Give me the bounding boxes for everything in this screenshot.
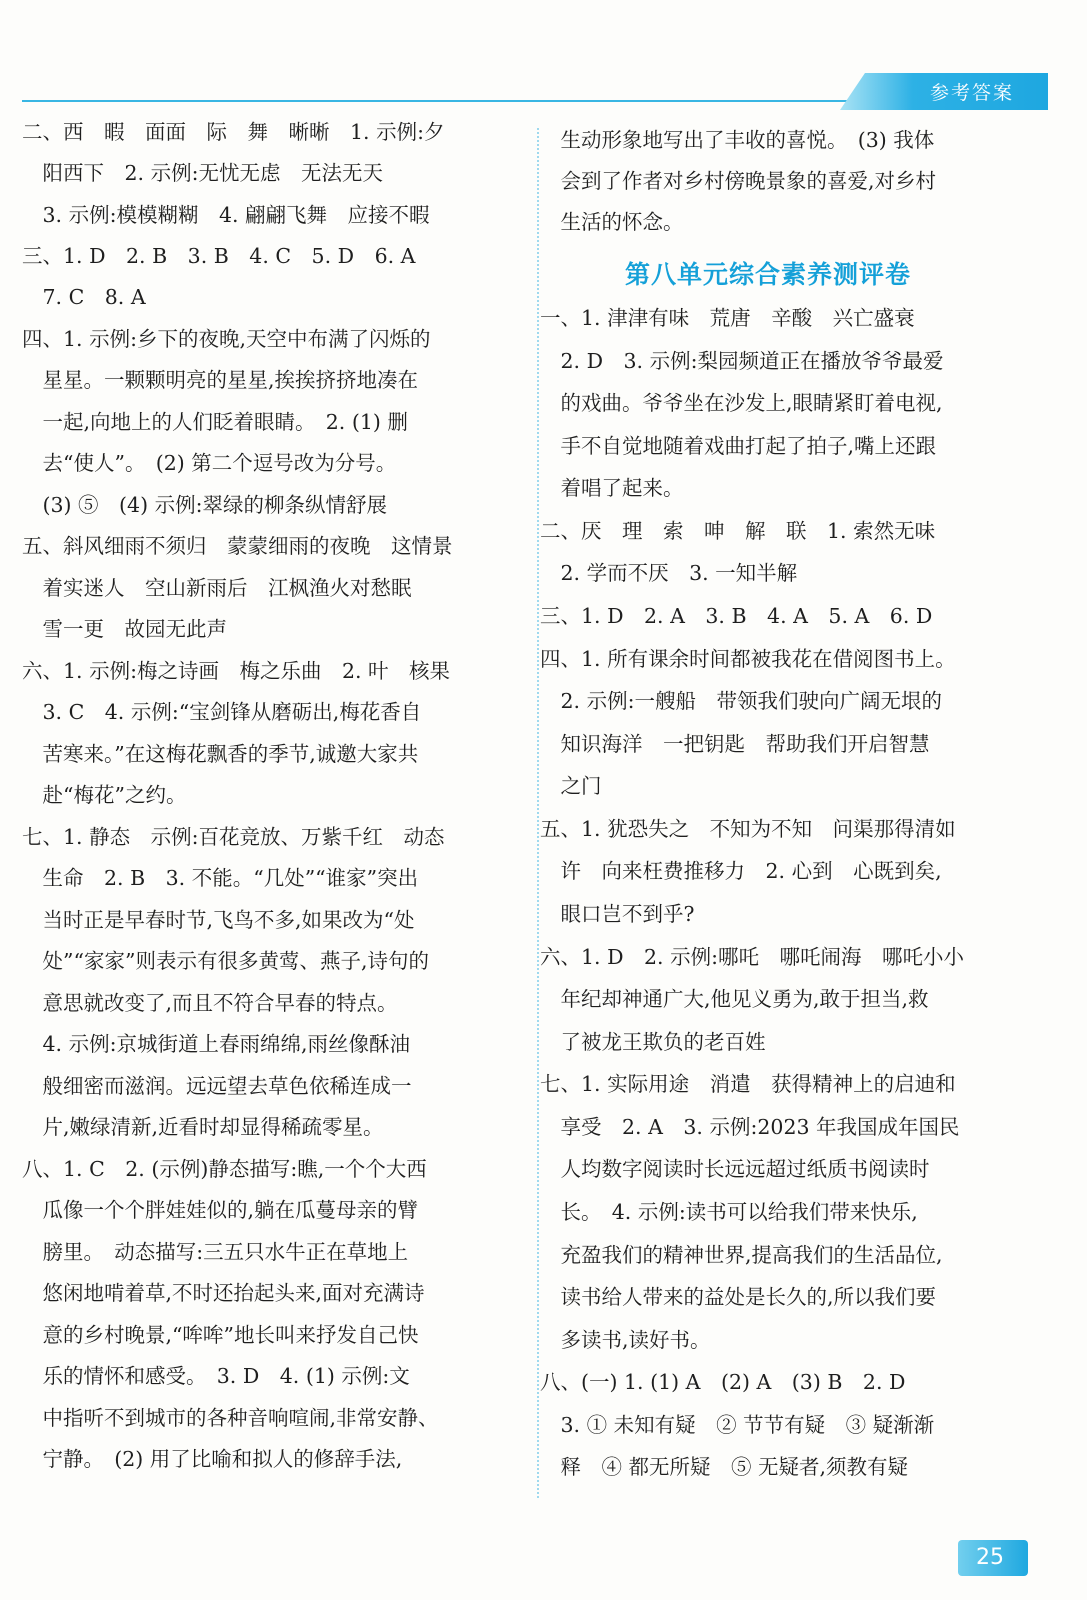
text-line: 六、1. 示例:梅之诗画 梅之乐曲 2. 叶 核果 bbox=[22, 659, 451, 683]
text-line: 苦寒来。”在这梅花飘香的季节,诚邀大家共 bbox=[22, 742, 419, 766]
text-line: 许 向来枉费推移力 2. 心到 心既到矣, bbox=[540, 859, 942, 883]
text-line: 七、1. 静态 示例:百花竞放、万紫千红 动态 bbox=[22, 825, 445, 849]
text-line: 雪一更 故园无此声 bbox=[22, 617, 227, 641]
text-line: 一、1. 津津有味 荒唐 辛酸 兴亡盛衰 bbox=[540, 306, 915, 330]
header-rule bbox=[22, 100, 852, 102]
text-line: 眼口岂不到乎? bbox=[540, 902, 695, 926]
column-divider bbox=[537, 128, 539, 1498]
text-line: 五、1. 犹恐失之 不知为不知 问渠那得清如 bbox=[540, 817, 956, 841]
text-line: 五、斜风细雨不须归 蒙蒙细雨的夜晚 这情景 bbox=[22, 534, 453, 558]
text-line: 一起,向地上的人们眨着眼睛。 2. (1) 删 bbox=[22, 410, 408, 434]
text-line: 手不自觉地随着戏曲打起了拍子,嘴上还跟 bbox=[540, 434, 937, 458]
text-line: 意思就改变了,而且不符合早春的特点。 bbox=[22, 991, 398, 1015]
text-line: 四、1. 所有课余时间都被我花在借阅图书上。 bbox=[540, 647, 956, 671]
section-title: 第八单元综合素养测评卷 bbox=[625, 260, 912, 289]
text-line: 片,嫩绿清新,近看时却显得稀疏零星。 bbox=[22, 1115, 384, 1139]
text-line: 之门 bbox=[540, 774, 602, 798]
text-line: 去“使人”。 (2) 第二个逗号改为分号。 bbox=[22, 451, 397, 475]
text-line: 乐的情怀和感受。 3. D 4. (1) 示例:文 bbox=[22, 1364, 410, 1388]
text-line: 中指听不到城市的各种音响喧闹,非常安静、 bbox=[22, 1406, 439, 1430]
text-line: 3. 示例:模模糊糊 4. 翩翩飞舞 应接不暇 bbox=[22, 203, 430, 227]
text-line: 般细密而滋润。远远望去草色依稀连成一 bbox=[22, 1074, 412, 1098]
text-line: 2. D 3. 示例:梨园频道正在播放爷爷最爱 bbox=[540, 349, 944, 373]
text-line: 瓜像一个个胖娃娃似的,躺在瓜蔓母亲的臂 bbox=[22, 1198, 419, 1222]
page-number: 25 bbox=[976, 1545, 1004, 1570]
text-line: 当时正是早春时节,飞鸟不多,如果改为“处 bbox=[22, 908, 415, 932]
text-line: 宁静。 (2) 用了比喻和拟人的修辞手法, bbox=[22, 1447, 403, 1471]
text-line: 悠闲地啃着草,不时还抬起头来,面对充满诗 bbox=[22, 1281, 425, 1305]
text-line: 生活的怀念。 bbox=[540, 210, 684, 234]
text-line: 四、1. 示例:乡下的夜晚,天空中布满了闪烁的 bbox=[22, 327, 431, 351]
text-line: 八、1. C 2. (示例)静态描写:瞧,一个个大西 bbox=[22, 1157, 427, 1181]
text-line: 处”“家家”则表示有很多黄莺、燕子,诗句的 bbox=[22, 949, 429, 973]
text-line: 三、1. D 2. A 3. B 4. A 5. A 6. D bbox=[540, 604, 933, 628]
text-line: 着唱了起来。 bbox=[540, 476, 684, 500]
text-line: 多读书,读好书。 bbox=[540, 1328, 711, 1352]
text-line: 着实迷人 空山新雨后 江枫渔火对愁眠 bbox=[22, 576, 412, 600]
text-line: 7. C 8. A bbox=[22, 285, 146, 309]
text-line: 三、1. D 2. B 3. B 4. C 5. D 6. A bbox=[22, 244, 416, 268]
text-line: 生命 2. B 3. 不能。“几处”“谁家”突出 bbox=[22, 866, 419, 890]
text-line: 2. 示例:一艘船 带领我们驶向广阔无垠的 bbox=[540, 689, 942, 713]
text-line: (3) ⑤ (4) 示例:翠绿的柳条纵情舒展 bbox=[22, 493, 388, 517]
text-line: 八、(一) 1. (1) A (2) A (3) B 2. D bbox=[540, 1370, 906, 1394]
text-line: 读书给人带来的益处是长久的,所以我们要 bbox=[540, 1285, 937, 1309]
text-line: 人均数字阅读时长远远超过纸质书阅读时 bbox=[540, 1157, 930, 1181]
text-line: 七、1. 实际用途 消遣 获得精神上的启迪和 bbox=[540, 1072, 956, 1096]
header-label: 参考答案 bbox=[930, 82, 1015, 104]
text-line: 了被龙王欺负的老百姓 bbox=[540, 1030, 766, 1054]
text-line: 赴“梅花”之约。 bbox=[22, 783, 187, 807]
text-line: 膀里。 动态描写:三五只水牛正在草地上 bbox=[22, 1240, 409, 1264]
text-line: 六、1. D 2. 示例:哪吒 哪吒闹海 哪吒小小 bbox=[540, 945, 964, 969]
text-line: 3. ① 未知有疑 ② 节节有疑 ③ 疑渐渐 bbox=[540, 1413, 935, 1437]
text-line: 二、西 暇 面面 际 舞 晰晰 1. 示例:夕 bbox=[22, 120, 445, 144]
text-line: 充盈我们的精神世界,提高我们的生活品位, bbox=[540, 1243, 943, 1267]
text-line: 二、厌 理 索 呻 解 联 1. 索然无味 bbox=[540, 519, 936, 543]
text-line: 年纪却神通广大,他见义勇为,敢于担当,救 bbox=[540, 987, 929, 1011]
text-line: 的戏曲。爷爷坐在沙发上,眼睛紧盯着电视, bbox=[540, 391, 943, 415]
page-number-badge bbox=[958, 1540, 1028, 1576]
text-line: 星星。一颗颗明亮的星星,挨挨挤挤地凑在 bbox=[22, 368, 419, 392]
text-line: 意的乡村晚景,“哞哞”地长叫来抒发自己快 bbox=[22, 1323, 419, 1347]
text-line: 阳西下 2. 示例:无忧无虑 无法无天 bbox=[22, 161, 383, 185]
text-line: 4. 示例:京城街道上春雨绵绵,雨丝像酥油 bbox=[22, 1032, 410, 1056]
text-line: 会到了作者对乡村傍晚景象的喜爱,对乡村 bbox=[540, 169, 937, 193]
text-line: 3. C 4. 示例:“宝剑锋从磨砺出,梅花香自 bbox=[22, 700, 422, 724]
text-line: 长。 4. 示例:读书可以给我们带来快乐, bbox=[540, 1200, 918, 1224]
text-line: 生动形象地写出了丰收的喜悦。 (3) 我体 bbox=[540, 128, 935, 152]
text-line: 2. 学而不厌 3. 一知半解 bbox=[540, 561, 798, 585]
text-line: 享受 2. A 3. 示例:2023 年我国成年国民 bbox=[540, 1115, 960, 1139]
text-line: 知识海洋 一把钥匙 帮助我们开启智慧 bbox=[540, 732, 930, 756]
text-line: 释 ④ 都无所疑 ⑤ 无疑者,须教有疑 bbox=[540, 1455, 909, 1479]
